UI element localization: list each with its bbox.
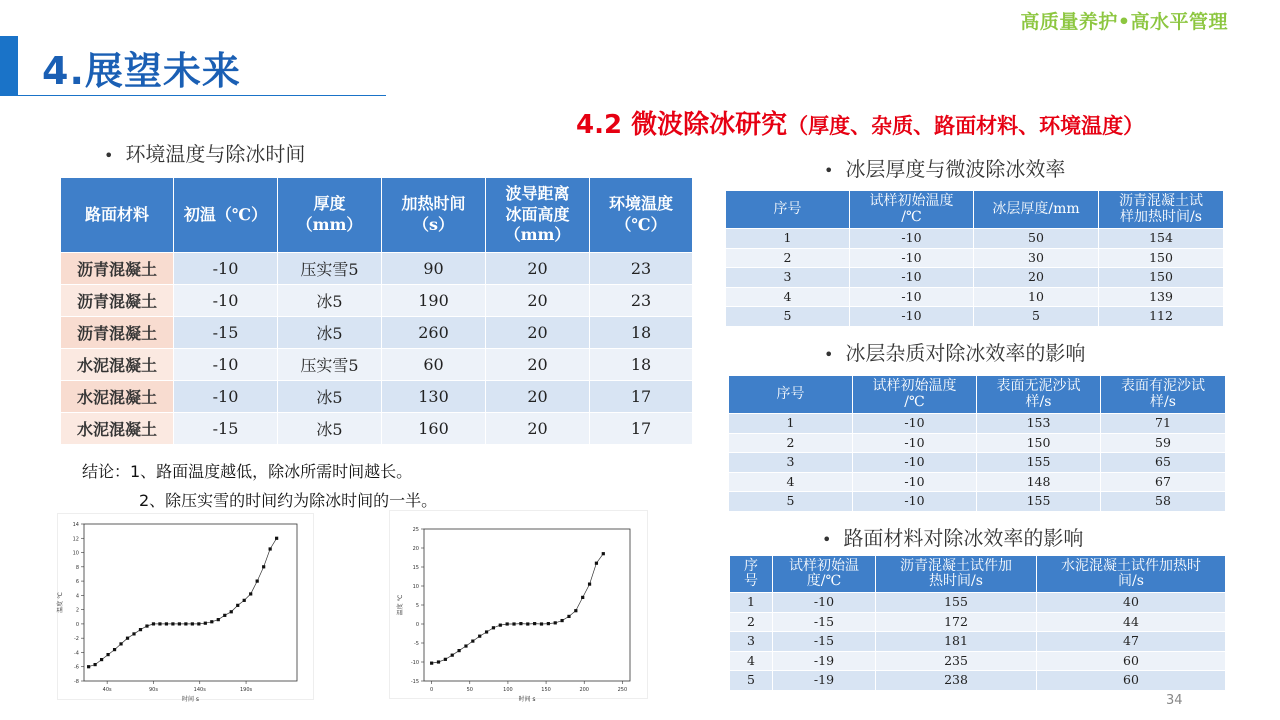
title-underline (18, 95, 386, 96)
data-point (437, 660, 440, 663)
cell: 1 (730, 593, 773, 613)
cell: -10 (853, 414, 977, 434)
page-number: 34 (1166, 693, 1183, 708)
data-point (223, 614, 226, 617)
data-point (126, 637, 129, 640)
y-tick-label: -4 (74, 650, 79, 657)
cell: 65 (1101, 453, 1226, 473)
cell: 23 (590, 253, 693, 285)
y-tick-label: 6 (75, 579, 79, 586)
cell: 5 (730, 671, 773, 691)
y-tick-label: -10 (410, 660, 419, 666)
cell: 3 (726, 268, 850, 288)
header-heat-time: 加热时间 （s） (382, 178, 486, 253)
cell: 17 (590, 413, 693, 445)
x-tick-label: 90s (148, 687, 158, 693)
y-tick-label: 8 (75, 564, 79, 571)
y-tick-label: -15 (410, 679, 419, 685)
header-index: 序号 (729, 376, 853, 414)
cell-material: 水泥混凝土 (61, 413, 174, 445)
cell: -19 (773, 651, 876, 671)
cell: -10 (174, 381, 278, 413)
cell: 5 (974, 307, 1099, 327)
table-header-row (726, 191, 1224, 229)
cell: 190 (382, 285, 486, 317)
data-point (230, 610, 233, 613)
cell: 112 (1099, 307, 1224, 327)
header-thickness: 厚度 （mm） (278, 178, 382, 253)
y-tick-label: 0 (75, 621, 79, 628)
y-axis-label: 温度 ℃ (397, 594, 404, 616)
cell: 150 (1099, 248, 1224, 268)
table-row (61, 317, 693, 349)
data-point (451, 654, 454, 657)
cell: -15 (773, 612, 876, 632)
y-tick-label: 5 (415, 603, 419, 609)
bullet-text: 路面材料对除冰效率的影响 (843, 526, 1084, 550)
data-point (184, 622, 187, 625)
header-waveguide-distance: 波导距离 冰面高度 （mm） (486, 178, 590, 253)
data-point (152, 622, 155, 625)
cell: 20 (486, 413, 590, 445)
table-row (730, 651, 1226, 671)
cell: 40 (1037, 593, 1226, 613)
cell: 1 (726, 229, 850, 249)
data-point (158, 622, 161, 625)
cell: 47 (1037, 632, 1226, 652)
data-point (478, 635, 481, 638)
cell: 20 (974, 268, 1099, 288)
cell: 2 (729, 433, 853, 453)
table-header-row (729, 376, 1226, 414)
y-tick-label: 2 (75, 607, 79, 614)
conclusion-2: 2、除压实雪的时间约为除冰时间的一半。 (139, 491, 438, 510)
header-cement-heat-time: 水泥混凝土试件加热时 间/s (1037, 556, 1226, 593)
cell: 154 (1099, 229, 1224, 249)
cell: 59 (1101, 433, 1226, 453)
cell: 71 (1101, 414, 1226, 434)
bullet-dot-icon: • (822, 530, 832, 549)
x-axis-label: 时间 s (181, 696, 200, 703)
cell: 150 (977, 433, 1101, 453)
y-tick-label: -8 (74, 679, 79, 685)
cell: 20 (486, 285, 590, 317)
brand-slogan: 高质量养护•高水平管理 (1020, 11, 1228, 33)
data-point (485, 630, 488, 633)
series-line (432, 554, 604, 663)
data-point (100, 658, 103, 661)
x-tick-label: 200 (579, 687, 589, 693)
header-init-temp: 初温（℃） (174, 178, 278, 253)
x-tick-label: 140s (193, 687, 206, 693)
cell-material: 沥青混凝土 (61, 285, 174, 317)
bullet-env-temp (104, 138, 305, 167)
y-axis-label: 温度 ℃ (57, 592, 64, 613)
header-ice-thickness: 冰层厚度/mm (974, 191, 1099, 229)
x-tick-label: 250 (617, 687, 628, 693)
table-row (730, 632, 1226, 652)
cell: 130 (382, 381, 486, 413)
cell: -10 (850, 307, 974, 327)
data-point (471, 640, 474, 643)
y-tick-label: 14 (72, 522, 79, 528)
cell: -10 (850, 287, 974, 307)
bullet-ice-thickness (824, 153, 1065, 182)
data-point (165, 622, 168, 625)
table-header-row (730, 556, 1226, 593)
data-point (204, 622, 207, 625)
table-row (729, 414, 1226, 434)
bullet-ice-impurity (824, 337, 1085, 366)
x-tick-label: 50 (466, 687, 473, 693)
cell: 58 (1101, 492, 1226, 512)
cell: 2 (726, 248, 850, 268)
cell: 20 (486, 253, 590, 285)
x-tick-label: 0 (430, 687, 434, 693)
data-point (574, 609, 577, 612)
cell: 160 (382, 413, 486, 445)
cell: 压实雪5 (278, 253, 382, 285)
table-row (61, 381, 693, 413)
cell: -10 (853, 453, 977, 473)
section-subtitle (576, 104, 1144, 141)
cell: 44 (1037, 612, 1226, 632)
cell-material: 沥青混凝土 (61, 253, 174, 285)
data-point (526, 622, 529, 625)
table-row (730, 593, 1226, 613)
data-point (602, 552, 605, 555)
data-point (217, 618, 220, 621)
cell: -15 (174, 317, 278, 349)
cell: -10 (850, 248, 974, 268)
cell: -10 (773, 593, 876, 613)
cell: 4 (729, 472, 853, 492)
temperature-chart-2 (390, 511, 649, 703)
data-point (581, 596, 584, 599)
table-row (726, 248, 1224, 268)
data-point (178, 622, 181, 625)
temperature-chart-1 (58, 514, 315, 701)
series-line (89, 538, 277, 666)
table-row (726, 307, 1224, 327)
table-header-row (61, 178, 693, 253)
cell: 压实雪5 (278, 349, 382, 381)
cell: 23 (590, 285, 693, 317)
cell: 20 (486, 381, 590, 413)
cell: 155 (977, 453, 1101, 473)
header-ambient-temp: 环境温度 （℃） (590, 178, 693, 253)
cell: 3 (729, 453, 853, 473)
chart-1-container (57, 513, 314, 703)
cell: 155 (977, 492, 1101, 512)
data-point (249, 592, 252, 595)
cell: -10 (174, 285, 278, 317)
x-tick-label: 100 (503, 687, 513, 693)
cell: -10 (853, 433, 977, 453)
cell: 235 (876, 651, 1037, 671)
y-tick-label: -2 (74, 636, 79, 643)
data-point (464, 644, 467, 647)
y-tick-label: 0 (415, 622, 419, 628)
cell: 5 (729, 492, 853, 512)
y-tick-label: 15 (412, 565, 419, 571)
data-point (269, 547, 272, 550)
cell: 60 (1037, 671, 1226, 691)
table-row (729, 433, 1226, 453)
table-row (730, 671, 1226, 691)
cell: 148 (977, 472, 1101, 492)
header-index: 序 号 (730, 556, 773, 593)
data-point (275, 537, 278, 540)
cell: 4 (726, 287, 850, 307)
data-point (256, 579, 259, 582)
bullet-dot-icon: • (104, 146, 114, 165)
data-point (595, 562, 598, 565)
bullet-dot-icon: • (824, 161, 834, 180)
cell: 5 (726, 307, 850, 327)
cell: 17 (590, 381, 693, 413)
cell-material: 水泥混凝土 (61, 349, 174, 381)
cell: 60 (382, 349, 486, 381)
cell: 20 (486, 349, 590, 381)
cell: -10 (850, 229, 974, 249)
y-tick-label: 10 (72, 550, 79, 557)
title-accent-bar (0, 36, 18, 96)
cell: 150 (1099, 268, 1224, 288)
data-point (457, 649, 460, 652)
bullet-dot-icon: • (824, 345, 834, 364)
cell: 155 (876, 593, 1037, 613)
cell: 260 (382, 317, 486, 349)
data-point (243, 599, 246, 602)
y-tick-label: 12 (72, 536, 79, 543)
table-row (726, 268, 1224, 288)
bullet-pavement-material (822, 522, 1083, 551)
data-point (560, 619, 563, 622)
cell: -10 (174, 349, 278, 381)
cell: 181 (876, 632, 1037, 652)
table-row (730, 612, 1226, 632)
y-tick-label: -6 (74, 664, 79, 671)
y-tick-label: 25 (412, 527, 419, 533)
table-pavement-material (729, 555, 1226, 691)
data-point (547, 622, 550, 625)
y-tick-label: -5 (414, 641, 419, 647)
cell: 30 (974, 248, 1099, 268)
data-point (554, 621, 557, 624)
subtitle-main: 4.2 微波除冰研究 (576, 110, 788, 140)
bullet-text: 冰层厚度与微波除冰效率 (845, 157, 1066, 181)
cell: 139 (1099, 287, 1224, 307)
y-tick-label: 10 (412, 584, 419, 590)
cell: 冰5 (278, 285, 382, 317)
plot-frame (84, 524, 297, 681)
cell: 60 (1037, 651, 1226, 671)
page-title: 4.展望未来 (42, 49, 241, 93)
cell: -19 (773, 671, 876, 691)
cell: 20 (486, 317, 590, 349)
subtitle-paren: （厚度、杂质、路面材料、环境温度） (787, 114, 1145, 138)
data-point (139, 628, 142, 631)
cell: 冰5 (278, 413, 382, 445)
header-init-temp: 试样初始温 度/℃ (773, 556, 876, 593)
data-point (492, 626, 495, 629)
table-row (729, 453, 1226, 473)
data-point (113, 648, 116, 651)
data-point (87, 665, 90, 668)
table-row (61, 253, 693, 285)
cell-material: 沥青混凝土 (61, 317, 174, 349)
header-init-temp: 试样初始温度 /℃ (850, 191, 974, 229)
cell: 2 (730, 612, 773, 632)
x-tick-label: 190s (239, 687, 253, 693)
cell: 10 (974, 287, 1099, 307)
data-point (197, 622, 200, 625)
cell: 3 (730, 632, 773, 652)
data-point (430, 662, 433, 665)
data-point (519, 622, 522, 625)
data-point (533, 622, 536, 625)
cell: -15 (773, 632, 876, 652)
data-point (171, 622, 174, 625)
cell: 153 (977, 414, 1101, 434)
x-axis-label: 时间 s (518, 696, 536, 703)
table-row (729, 472, 1226, 492)
header-with-sand: 表面有泥沙试 样/s (1101, 376, 1226, 414)
data-point (191, 622, 194, 625)
data-point (444, 658, 447, 661)
cell: 18 (590, 317, 693, 349)
header-no-sand: 表面无泥沙试 样/s (977, 376, 1101, 414)
header-asphalt-heat-time: 沥青混凝土试件加 热时间/s (876, 556, 1037, 593)
cell: 冰5 (278, 317, 382, 349)
header-init-temp: 试样初始温度 /℃ (853, 376, 977, 414)
conclusion-1: 结论：1、路面温度越低，除冰所需时间越长。 (82, 462, 413, 481)
table-row (726, 287, 1224, 307)
data-point (210, 620, 213, 623)
cell: 冰5 (278, 381, 382, 413)
y-tick-label: 4 (75, 593, 79, 600)
data-point (132, 632, 135, 635)
plot-frame (424, 529, 630, 681)
chart-2-container (389, 510, 648, 703)
cell-material: 水泥混凝土 (61, 381, 174, 413)
cell: 50 (974, 229, 1099, 249)
table-row (726, 229, 1224, 249)
header-material: 路面材料 (61, 178, 174, 253)
cell: -10 (853, 492, 977, 512)
table-ice-thickness (725, 190, 1224, 327)
cell: 238 (876, 671, 1037, 691)
x-tick-label: 150 (541, 687, 551, 693)
data-point (94, 663, 97, 666)
cell: -15 (174, 413, 278, 445)
cell: 1 (729, 414, 853, 434)
data-point (588, 583, 591, 586)
cell: -10 (850, 268, 974, 288)
data-point (145, 624, 148, 627)
data-point (106, 653, 109, 656)
header-index: 序号 (726, 191, 850, 229)
cell: 172 (876, 612, 1037, 632)
table-row (61, 285, 693, 317)
cell: -10 (853, 472, 977, 492)
cell: 18 (590, 349, 693, 381)
table-ice-impurity (728, 375, 1226, 512)
table-env-temp (60, 177, 693, 445)
table-row (61, 413, 693, 445)
data-point (119, 642, 122, 645)
cell: 4 (730, 651, 773, 671)
data-point (236, 604, 239, 607)
cell: 90 (382, 253, 486, 285)
table-row (729, 492, 1226, 512)
data-point (540, 622, 543, 625)
data-point (512, 622, 515, 625)
y-tick-label: 20 (412, 546, 419, 552)
data-point (506, 622, 509, 625)
cell: -10 (174, 253, 278, 285)
data-point (567, 615, 570, 618)
table-row (61, 349, 693, 381)
bullet-text: 环境温度与除冰时间 (125, 142, 306, 166)
bullet-text: 冰层杂质对除冰效率的影响 (845, 341, 1086, 365)
cell: 67 (1101, 472, 1226, 492)
header-asphalt-heat-time: 沥青混凝土试 样加热时间/s (1099, 191, 1224, 229)
data-point (262, 565, 265, 568)
data-point (499, 624, 502, 627)
x-tick-label: 40s (102, 687, 112, 693)
